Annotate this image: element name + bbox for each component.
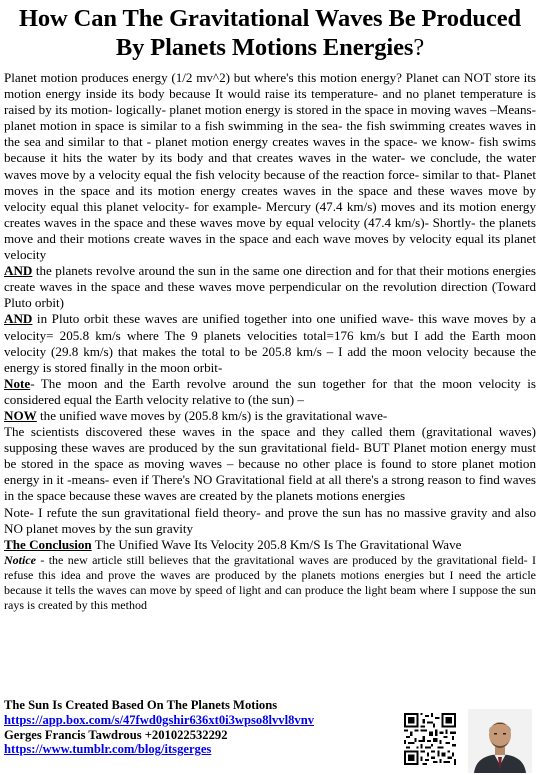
paragraph-conclusion [4,537,536,553]
keyword-and: AND [4,263,33,279]
footer [4,698,394,757]
paragraph-now-text: the unified wave moves by (205.8 km/s) is the gravitational wave- [36,407,388,423]
tumblr-link[interactable]: https://www.tumblr.com/blog/itsgerges [4,742,212,757]
paragraph-scientists: The scientists discovered these waves in the space and they called them (gravitational waves) supposing these waves are produced by the sun gravitational field- BUT Planet motion energy must be stored in the space as moving waves – because no other place is found to store planet motion energy in it -means- even if There's NO Gravitational field at all there's a strong reason to find waves in the space because these waves are created by the planets motions energies [4,424,536,504]
paragraph-refute: Note- I refute the sun gravitational field theory- and prove the sun has no massive gravity and also NO planet moves by the sun gravity [4,504,536,536]
keyword-now: NOW [4,407,37,423]
paragraph-and-2 [4,311,536,375]
keyword-note: Note [4,375,31,391]
page-title [6,4,534,62]
author-contact: Gerges Francis Tawdrous +201022532292 [4,727,228,742]
paragraph-and-1 [4,263,536,311]
paragraph-and-2-text: in Pluto orbit these waves are unified together into one unified wave- this wave moves by a velocity= 205.8 km/s where The 9 planets velocities total=176 km/s but I add the Earth moon velocity (29.8 km/s) that makes the total to be 205.8 km/s – I add the moon velocity because the energy is stored finally in the moon orbit- [4,311,536,375]
paragraph-now [4,408,536,424]
keyword-notice: Notice [4,552,36,567]
paragraph-and-1-text: the planets revolve around the sun in the same one direction and for that their motions energies create waves in the space and these waves move perpendicular on the revolution direction (Toward Pluto orbit) [4,263,536,311]
article-body [4,70,536,614]
title-question-mark: ? [413,34,425,61]
footer-title: The Sun Is Created Based On The Planets Motions [4,698,278,712]
author-photo [468,709,532,773]
paragraph-note-text: - The moon and the Earth revolve around the sun together for that the moon velocity is considered equal the Earth velocity relative to (the sun) – [4,375,536,407]
notice-text: - the new article still believes that the gravitational waves are produced by the gravitational field- I refuse this idea and prove the waves are produced by the planets motions energies but I need the article because it tells the waves can move by speed of light and can produce the light beam where I suppose the sun rays is created by this method [4,552,536,613]
box-link[interactable]: https://app.box.com/s/47fwd0gshir636xt0i3wpso8lvvl8vnv [4,712,314,727]
keyword-and: AND [4,311,33,327]
keyword-conclusion: The Conclusion [4,536,92,552]
paragraph-notice [4,553,536,614]
title-text: How Can The Gravitational Waves Be Produced By Planets Motions Energies [18,5,522,61]
qr-code-icon [404,713,456,765]
paragraph-note [4,376,536,408]
paragraph-intro: Planet motion produces energy (1/2 mv^2) but where's this motion energy? Planet can NOT store its motion energy inside its body because It would raise its temperature- and no planet temperature is raised by its motion- logically- planet motion energy is stored in the space in moving waves –Means- planet motion in space is similar to a fish swimming in the sea- the fish swimming creates waves in the sea and similar to that - planet motion energy creates waves in the space- we know- fish swims because it hits the water by its body and that creates waves in the water- we conclude, the water waves move by a velocity equal the fish velocity because of the reaction force- similar to that- Planet moves in the space and its motion energy creates waves in the space and these waves move by velocity equal this planet velocity- for example- Mercury (47.4 km/s) moves and its motion energy creates waves in the space and these waves move by equal velocity (47.4 km/s)- Shortly- the planets move and their motions create waves in the space and each wave moves by velocity equal its planet velocity [4,70,536,263]
conclusion-text: The Unified Wave Its Velocity 205.8 Km/S Is The Gravitational Wave [91,536,462,552]
